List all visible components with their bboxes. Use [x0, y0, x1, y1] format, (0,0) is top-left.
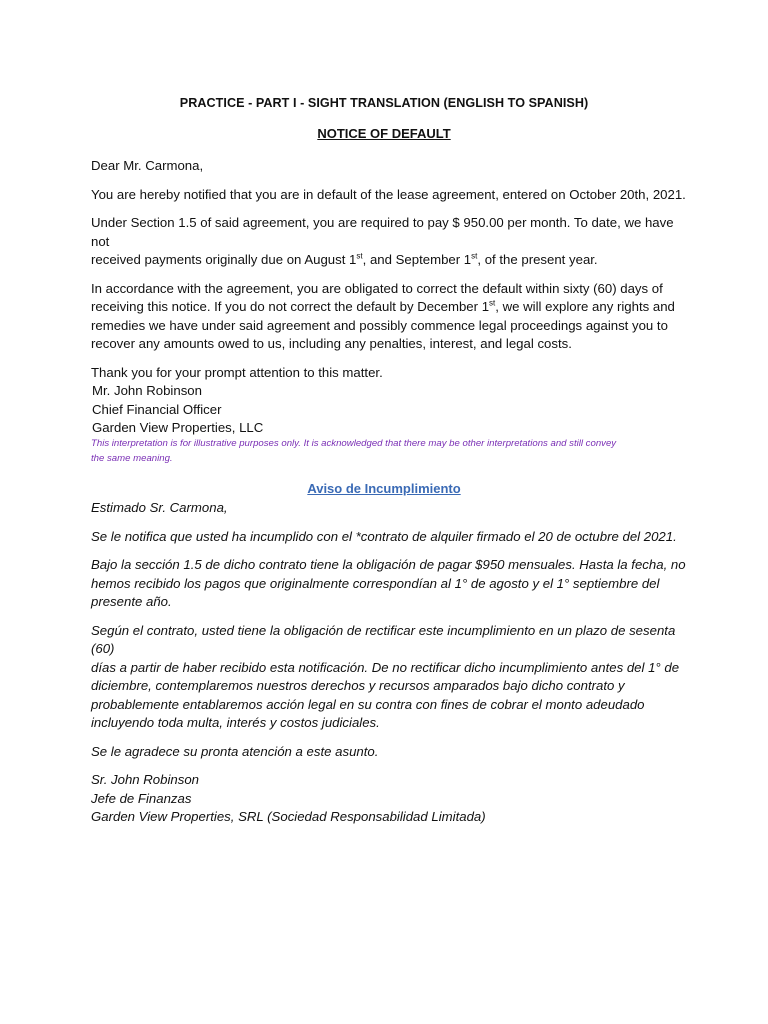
spanish-paragraph-2	[91, 556, 691, 612]
spanish-title: Aviso de Incumplimiento	[307, 481, 461, 496]
spanish-p3-line3: diciembre, contemplaremos nuestros derechos y recursos amparados bajo dicho contrato y	[91, 678, 625, 693]
ordinal-suffix: st	[471, 251, 478, 261]
english-p3-text: receiving this notice. If you do not correct the default by December 1	[91, 299, 490, 314]
spanish-p3-line1: Según el contrato, usted tiene la obligación de rectificar este incumplimiento en un plazo de sesenta (60)	[91, 622, 676, 656]
english-p3-line4: recover any amounts owed to us, including any penalties, interest, and legal costs.	[91, 336, 572, 351]
english-paragraph-2	[91, 214, 691, 270]
spanish-letter	[91, 499, 691, 827]
signature-name: Sr. John Robinson	[91, 772, 200, 787]
signature-name: Mr. John Robinson	[92, 383, 202, 398]
english-p2-text: , of the present year.	[477, 252, 598, 267]
ordinal-suffix: st	[356, 251, 363, 261]
spanish-p2-line2: hemos recibido los pagos que originalmente correspondían al 1° de agosto y el 1° septiembre del	[91, 575, 660, 591]
spanish-paragraph-3	[91, 622, 691, 733]
notice-title: NOTICE OF DEFAULT	[317, 126, 451, 141]
english-closing: Thank you for your prompt attention to this matter.	[91, 364, 383, 380]
spanish-p3-line4: probablemente entablaremos acción legal en su contra con fines de cobrar el monto adeudado	[91, 696, 645, 712]
spanish-p3-line2: días a partir de haber recibido esta notificación. De no rectificar dicho incumplimiento antes del 1° de	[91, 659, 680, 675]
english-p2-text: received payments originally due on August 1	[91, 252, 357, 267]
signature-title: Chief Financial Officer	[92, 401, 222, 417]
spanish-p2-line3: presente año.	[91, 594, 172, 609]
english-letter	[91, 157, 691, 438]
disclaimer-note	[91, 436, 691, 466]
spanish-paragraph-1: Se le notifica que usted ha incumplido con el *contrato de alquiler firmado el 20 de octubre del 2021.	[91, 528, 677, 544]
english-signature	[92, 382, 691, 438]
english-paragraph-3	[91, 280, 691, 354]
english-p3-line1: In accordance with the agreement, you are obligated to correct the default within sixty (60) days of	[91, 280, 663, 296]
english-p2-line1: Under Section 1.5 of said agreement, you are required to pay $ 950.00 per month. To date, we have not	[91, 215, 674, 249]
english-p3-line3: remedies we have under said agreement and possibly commence legal proceedings against you to	[91, 317, 668, 333]
spanish-p2-line1: Bajo la sección 1.5 de dicho contrato tiene la obligación de pagar $950 mensuales. Hasta la fecha, no	[91, 557, 686, 572]
english-salutation: Dear Mr. Carmona,	[91, 158, 204, 173]
english-p2-text: , and September 1	[362, 252, 472, 267]
signature-company: Garden View Properties, LLC	[92, 420, 264, 435]
spanish-salutation: Estimado Sr. Carmona,	[91, 500, 228, 515]
practice-title: PRACTICE - PART I - SIGHT TRANSLATION (ENGLISH TO SPANISH)	[179, 96, 589, 110]
ordinal-suffix: st	[489, 298, 496, 308]
spanish-p3-line5: incluyendo toda multa, interés y costos judiciales.	[91, 715, 380, 730]
signature-company: Garden View Properties, SRL (Sociedad Responsabilidad Limitada)	[91, 809, 486, 824]
signature-title: Jefe de Finanzas	[91, 790, 192, 806]
spanish-signature	[91, 771, 691, 827]
spanish-closing: Se le agradece su pronta atención a este asunto.	[91, 743, 379, 759]
disclaimer-line1: This interpretation is for illustrative purposes only. It is acknowledged that there may be other interpretations and still convey	[91, 438, 617, 449]
english-paragraph-1: You are hereby notified that you are in default of the lease agreement, entered on October 20th, 2021.	[91, 186, 686, 202]
english-p3-text: , we will explore any rights and	[495, 299, 675, 314]
disclaimer-line2: the same meaning.	[91, 453, 173, 464]
